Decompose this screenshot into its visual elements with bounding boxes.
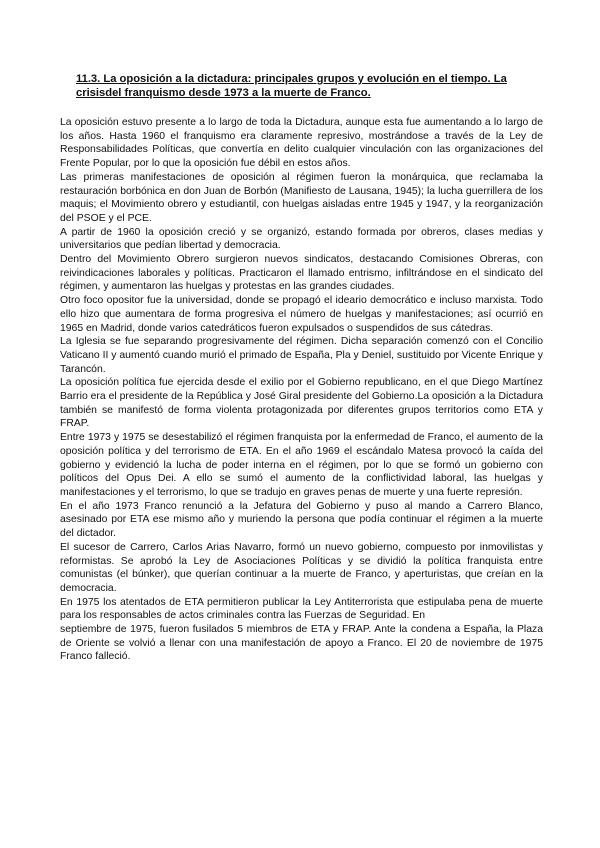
paragraph: El sucesor de Carrero, Carlos Arias Navarro, formó un nuevo gobierno, compuesto por inmovilistas y reformistas. Se aprobó la Ley de Asociaciones Políticas y se dividió la política franquista entre comunistas (el búnker), que querían continuar a la muerte de Franco, y aperturistas, que creían en la democracia. <box>60 541 543 594</box>
paragraph: La oposición estuvo presente a lo largo de toda la Dictadura, aunque esta fue aumentando a lo largo de los años. Hasta 1960 el franquismo era claramente represivo, mostrándose a través de la Ley de Responsabilidades Políticas, que convertía en delito cualquier vinculación con las organizaciones del Frente Popular, por lo que la oposición fue débil en estos años. <box>60 117 543 170</box>
paragraph: Otro foco opositor fue la universidad, donde se propagó el ideario democrático e incluso marxista. Todo ello hizo que aumentara de forma progresiva el número de huelgas y manifestaciones; así ocurrió en 1965 en Madrid, donde varios catedráticos fueron expulsados o suspendidos de sus cátedras. <box>60 295 543 334</box>
paragraph: septiembre de 1975, fueron fusilados 5 miembros de ETA y FRAP. Ante la condena a España, la Plaza de Oriente se volvió a llenar con una manifestación de apoyo a Franco. El 20 de noviembre de 1975 Franco falleció. <box>60 624 543 663</box>
paragraph: En 1975 los atentados de ETA permitieron publicar la Ley Antiterrorista que estipulaba pena de muerte para los responsables de actos criminales contra las Fuerzas de Seguridad. En <box>60 596 543 622</box>
document-title: 11.3. La oposición a la dictadura: principales grupos y evolución en el tiempo. La crisisdel franquismo desde 1973 a la muerte de Franco. <box>76 73 507 99</box>
paragraph: A partir de 1960 la oposición creció y se organizó, estando formada por obreros, clases medias y universitarios que pedían libertad y democracia. <box>60 226 543 252</box>
paragraph: Las primeras manifestaciones de oposición al régimen fueron la monárquica, que reclamaba la restauración borbónica en don Juan de Borbón (Manifiesto de Lausana, 1945); la lucha guerrillera de los maquis; el Movimiento obrero y estudiantil, con huelgas aisladas entre 1945 y 1947, y la reorganización del PSOE y el PCE. <box>60 171 543 224</box>
paragraph: Entre 1973 y 1975 se desestabilizó el régimen franquista por la enfermedad de Franco, el aumento de la oposición política y del terrorismo de ETA. En el año 1969 el escándalo Matesa provocó la caída del gobierno y evidenció la lucha de poder interna en el régimen, por lo que se formó un gobierno con políticos del Opus Dei. A ello se sumó el aumento de la conflictividad laboral, las huelgas y manifestaciones y el terrorismo, lo que se tradujo en graves penas de muerte y una fuerte represión. <box>60 432 543 498</box>
document-body <box>60 116 543 664</box>
paragraph: En el año 1973 Franco renunció a la Jefatura del Gobierno y puso al mando a Carrero Blanco, asesinado por ETA ese mismo año y muriendo la persona que podía continuar el régimen a la muerte del dictador. <box>60 500 543 540</box>
paragraph: La oposición política fue ejercida desde el exilio por el Gobierno republicano, en el que Diego Martínez Barrio era el presidente de la República y José Giral presidente del Gobierno.La oposición a la Dictadura también se manifestó de forma violenta protagonizada por diferentes grupos territorios como ETA y FRAP. <box>60 377 543 430</box>
paragraph: Dentro del Movimiento Obrero surgieron nuevos sindicatos, destacando Comisiones Obreras, con reivindicaciones laborales y políticas. Practicaron el llamado entrismo, infiltrándose en el sindicato del régimen, y aumentaron las huelgas y protestas en las grandes ciudades. <box>60 254 543 293</box>
paragraph: La Iglesia se fue separando progresivamente del régimen. Dicha separación comenzó con el Concilio Vaticano II y aumentó cuando murió el primado de España, Pla y Deniel, sustituido por Vicente Enrique y Tarancón. <box>60 336 543 375</box>
